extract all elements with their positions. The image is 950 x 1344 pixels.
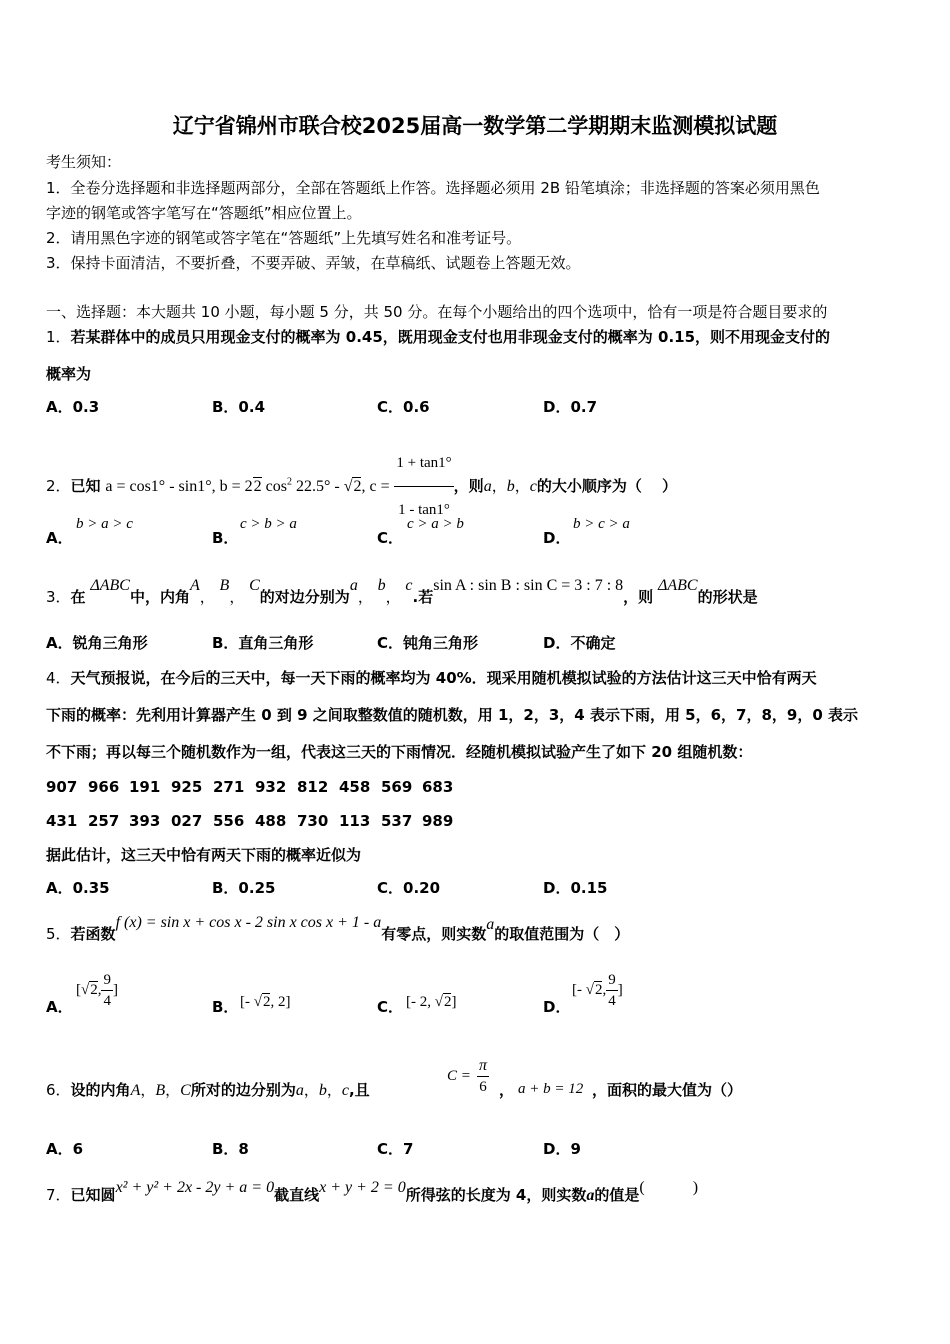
notice-heading: 考生须知： (46, 153, 122, 171)
denominator: 1 - tan1° (398, 502, 450, 518)
random-number: 488 (255, 812, 287, 830)
question-text: 所对的边分别为 (190, 1081, 296, 1099)
separator: , (602, 981, 607, 998)
bracket: , 2] (270, 994, 291, 1010)
separator: , (97, 981, 102, 998)
denominator: 6 (479, 1079, 487, 1095)
formula-part: , c = (361, 478, 390, 495)
notice-line1a: 1．全卷分选择题和非选择题两部分，全部在答题纸上作答。选择题必须用 2B 铅笔填涂；非选择题的答案必须用黑色 (46, 179, 820, 197)
q5-option-d[interactable]: [- √2, $\frac{9}{4}$ ] (572, 972, 623, 1009)
question-number: 5． (46, 925, 71, 943)
question-text: 在 (70, 588, 86, 606)
variable: c (529, 478, 537, 495)
q3-option-a[interactable]: A．锐角三角形 (46, 634, 148, 652)
notice-line1b: 字迹的钢笔或答字笔写在“答题纸”相应位置上。 (46, 204, 362, 222)
question-6 (46, 1080, 370, 1101)
variable: C (180, 1082, 191, 1099)
question-1 (46, 327, 830, 347)
random-number: 932 (255, 778, 287, 796)
numerator: 9 (606, 970, 618, 991)
separator: ， (140, 1081, 156, 1099)
question-text: 若某群体中的成员只用现金支付的概率为 0.45，既用现金支付也用非现金支付的概率为 0.15，则不用现金支付的 (70, 328, 831, 346)
bracket: ] (617, 981, 623, 998)
numerator: 1 + tan1° (394, 440, 453, 487)
separator: ， (357, 588, 373, 606)
q4-option-c[interactable]: C．0.20 (377, 879, 441, 897)
q3-option-d[interactable]: D．不确定 (543, 634, 616, 652)
q6-sum: a + b = 12 (518, 1081, 584, 1097)
q2-option-a-label[interactable]: A． (46, 529, 73, 547)
bracket: [- (240, 994, 254, 1010)
section-heading: 一、选择题：本大题共 10 小题，每小题 5 分，共 50 分。在每个小题给出的四个选项中，恰有一项是符合题目要求的 (46, 303, 828, 321)
q6-tail: ，面积的最大值为（） (592, 1081, 743, 1099)
question-3 (46, 577, 758, 608)
separator: ， (303, 1081, 319, 1099)
random-number: 271 (213, 778, 245, 796)
q2-option-a[interactable]: b > a > c (76, 516, 133, 532)
separator: ， (229, 588, 245, 606)
separator: ， (385, 588, 401, 606)
variable: b (318, 1082, 327, 1099)
sqrt: 2 (594, 981, 603, 998)
variable: B (219, 577, 230, 594)
variable: B (155, 1082, 166, 1099)
q4-option-a[interactable]: A．0.35 (46, 879, 110, 897)
question-number: 3． (46, 588, 71, 606)
q4-option-d[interactable]: D．0.15 (543, 879, 608, 897)
q1-option-b[interactable]: B．0.4 (212, 398, 266, 416)
variable: C (249, 577, 260, 594)
random-number: 569 (381, 778, 413, 796)
random-number: 393 (129, 812, 161, 830)
question-text: .若 (412, 588, 434, 606)
question-1-cont: 概率为 (46, 365, 92, 383)
fraction (101, 970, 113, 1011)
question-2 (46, 440, 678, 518)
random-number: 925 (171, 778, 203, 796)
variable: a (349, 577, 358, 594)
question-text: 中，内角 (129, 588, 190, 606)
bracket: [- 2, (406, 994, 435, 1010)
denominator: 4 (608, 993, 616, 1009)
q2-option-b[interactable]: c > b > a (240, 516, 297, 532)
q2-option-d[interactable]: b > c > a (573, 516, 630, 532)
formula-part: 22.5° - (295, 478, 344, 495)
separator: ， (165, 1081, 181, 1099)
random-number: 556 (213, 812, 245, 830)
question-text: ,且 (348, 1081, 370, 1099)
q1-option-c[interactable]: C．0.6 (377, 398, 430, 416)
triangle: ΔABC (657, 577, 698, 594)
question-number: 2． (46, 477, 71, 495)
sqrt: 2 (353, 478, 362, 495)
question-number: 7． (46, 1186, 71, 1204)
random-number: 431 (46, 812, 78, 830)
q3-option-c[interactable]: C．钝角三角形 (377, 634, 479, 652)
q5-option-c-label[interactable]: C． (377, 998, 404, 1016)
variable: b (506, 478, 515, 495)
q5-option-d-label[interactable]: D． (543, 998, 571, 1016)
random-number: 191 (129, 778, 161, 796)
sqrt: 2 (443, 994, 452, 1010)
question-text: ，则 (623, 588, 654, 606)
separator: ， (326, 1081, 342, 1099)
random-number: 458 (339, 778, 371, 796)
q5-option-b[interactable]: [- √2, 2] (240, 994, 291, 1010)
question-text: 截直线 (274, 1186, 320, 1204)
random-number: 113 (339, 812, 371, 830)
variable: c (341, 1082, 349, 1099)
random-number: 989 (422, 812, 454, 830)
q6-option-a[interactable]: A．6 (46, 1140, 84, 1158)
page-title: 辽宁省锦州市联合校2025届高一数学第二学期期末监测模拟试题 (172, 114, 778, 138)
variable: b (377, 577, 386, 594)
question-text: 已知 (70, 477, 101, 495)
sqrt: 2 (253, 478, 262, 495)
question-4-line4: 据此估计，这三天中恰有两天下雨的概率近似为 (46, 846, 362, 864)
question-4-line2: 下雨的概率：先利用计算器产生 0 到 9 之间取整数值的随机数，用 1，2，3，4 表示下雨，用 5，6，7，8，9，0 表示 (46, 706, 859, 724)
triangle: ΔABC (90, 577, 130, 594)
q6-option-b[interactable]: B．8 (212, 1140, 249, 1158)
separator: ， (514, 477, 530, 495)
formula: a = cos1° - sin1°, b = 22 $\cos^2 22.5^\circ - √2$, c = (105, 476, 390, 495)
q5-option-b-label[interactable]: B． (212, 998, 239, 1016)
q1-option-a[interactable]: A．0.3 (46, 398, 100, 416)
random-number: 812 (297, 778, 329, 796)
answer-blank[interactable]: ( ) (639, 1179, 699, 1196)
question-text: 有零点，则实数 (381, 925, 487, 943)
bracket: ] (451, 994, 457, 1010)
question-5 (46, 914, 630, 945)
q6-option-c[interactable]: C．7 (377, 1140, 414, 1158)
q1-option-d[interactable]: D．0.7 (543, 398, 598, 416)
q5-option-a-label[interactable]: A． (46, 998, 73, 1016)
question-number: 6． (46, 1081, 71, 1099)
numerator: 9 (101, 970, 113, 991)
question-4 (46, 668, 817, 688)
denominator: 4 (103, 993, 111, 1009)
q2-option-d-label[interactable]: D． (543, 529, 571, 547)
question-text: ，则 (453, 477, 484, 495)
q3-option-b[interactable]: B．直角三角形 (212, 634, 314, 652)
q2-option-c[interactable]: c > a > b (407, 516, 464, 532)
notice-line3: 3．保持卡面清洁，不要折叠，不要弄破、弄皱，在草稿纸、试题卷上答题无效。 (46, 254, 581, 272)
sqrt: 2 (90, 981, 98, 998)
question-text: 已知圆 (70, 1186, 116, 1204)
question-7 (46, 1179, 699, 1206)
separator: ， (491, 477, 507, 495)
question-text: 的值是 (594, 1186, 640, 1204)
fraction (606, 970, 618, 1011)
random-number: 966 (88, 778, 120, 796)
function-formula: f (x) = sin x + cos x - 2 sin x cos x + 1 - a (115, 914, 382, 931)
question-number: 4． (46, 669, 71, 687)
bracket: [- (572, 981, 586, 998)
variable: a (586, 1187, 595, 1204)
q6-comma: ， (499, 1081, 515, 1099)
circle-equation: x² + y² + 2x - 2y + a = 0 (115, 1179, 275, 1196)
q2-option-b-label[interactable]: B． (212, 529, 239, 547)
q6-angle-fraction (477, 1056, 489, 1097)
random-number: 683 (422, 778, 454, 796)
question-number: 1． (46, 328, 71, 346)
variable: c (405, 577, 413, 594)
separator: ， (199, 588, 215, 606)
variable: a (483, 478, 492, 495)
question-text: 天气预报说，在今后的三天中，每一天下雨的概率均为 40%．现采用随机模拟试验的方法估计这三天中恰有两天 (70, 669, 817, 687)
bracket: [ (76, 981, 81, 998)
q2-option-c-label[interactable]: C． (377, 529, 404, 547)
formula-part: cos (265, 478, 287, 495)
question-text: 若函数 (70, 925, 116, 943)
variable: A (189, 577, 200, 594)
question-text: 设的内角 (70, 1081, 131, 1099)
random-number: 257 (88, 812, 120, 830)
notice-line2: 2．请用黑色字迹的钢笔或答字笔在“答题纸”上先填写姓名和准考证号。 (46, 229, 522, 247)
q6-option-d[interactable]: D．9 (543, 1140, 581, 1158)
random-number: 537 (381, 812, 413, 830)
question-text: 的取值范围为（ ） (494, 925, 630, 943)
q6-angle-c: C = (447, 1068, 471, 1084)
formula: sin A : sin B : sin C = 3 : 7 : 8 (433, 577, 624, 594)
question-4-line3: 不下雨；再以每三个随机数作为一组，代表这三天的下雨情况．经随机模拟试验产生了如下 20 组随机数： (46, 743, 753, 761)
q4-option-b[interactable]: B．0.25 (212, 879, 276, 897)
random-number: 907 (46, 778, 78, 796)
q5-option-a[interactable]: [√2, $\frac{9}{4}$ ] (76, 972, 118, 1009)
random-number: 027 (171, 812, 203, 830)
fraction (477, 1056, 489, 1097)
question-text: 的形状是 (697, 588, 758, 606)
numerator: π (477, 1056, 489, 1077)
question-text: 所得弦的长度为 4，则实数 (405, 1186, 587, 1204)
bracket: ] (112, 981, 118, 998)
variable: A (130, 1082, 141, 1099)
variable: a (295, 1082, 304, 1099)
formula-part: a = cos1° - sin1°, b = 2 (105, 478, 253, 495)
question-text: 的对边分别为 (259, 588, 350, 606)
sqrt: 2 (262, 994, 271, 1010)
random-number: 730 (297, 812, 329, 830)
variable: a (486, 916, 495, 933)
line-equation: x + y + 2 = 0 (319, 1179, 406, 1196)
q5-option-c[interactable]: [- 2, √2] (406, 994, 457, 1010)
question-text: 的大小顺序为（ ） (536, 477, 678, 495)
